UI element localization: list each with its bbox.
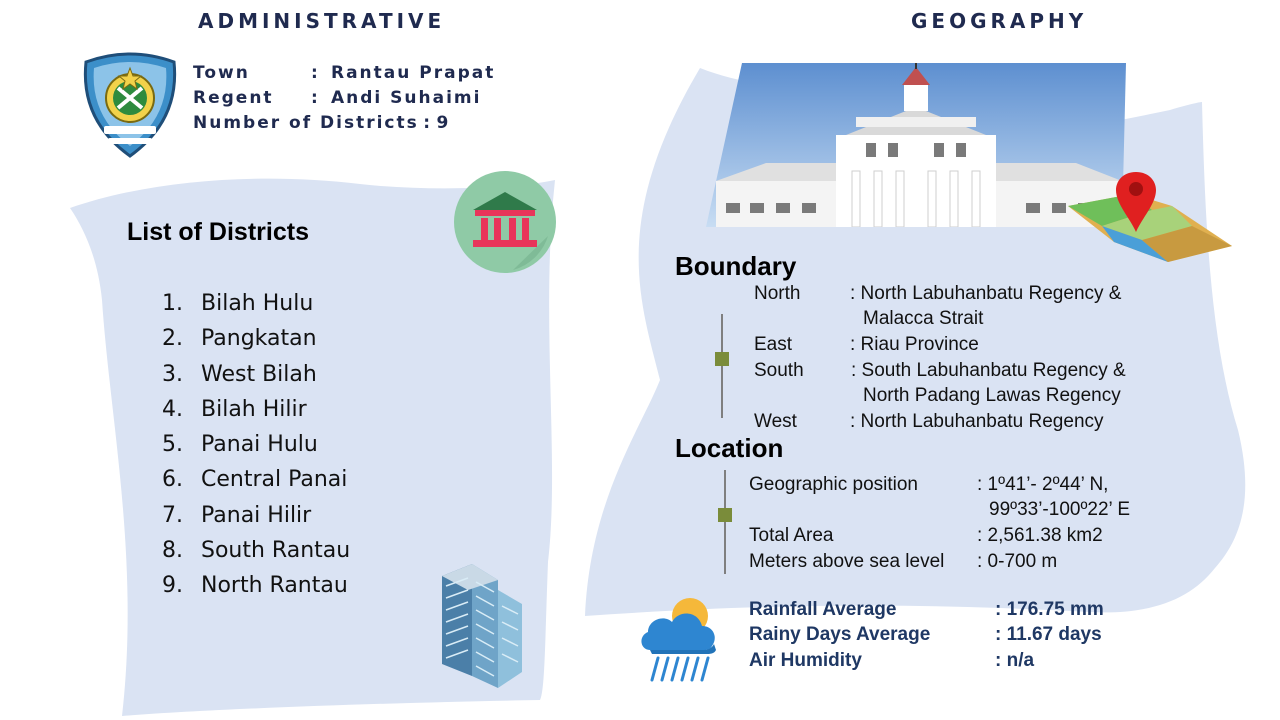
info-label: Town — [193, 63, 250, 83]
location-label: Geographic position — [749, 474, 918, 495]
boundary-value: : Riau Province — [850, 334, 979, 355]
climate-value: : n/a — [995, 650, 1035, 671]
list-item-name: Bilah Hulu — [201, 291, 314, 316]
list-item — [135, 357, 350, 392]
list-item — [135, 462, 350, 497]
districts-title: List of Districts — [127, 218, 309, 246]
boundary-direction: North — [754, 283, 801, 304]
info-label: Number of Districts — [193, 113, 419, 133]
list-item-name: South Rantau — [201, 538, 351, 564]
list-item-number: 6. — [162, 467, 183, 493]
climate-value: : 11.67 days — [995, 624, 1102, 645]
boundary-value: : North Labuhanbatu Regency — [850, 411, 1104, 432]
government-building-icon — [453, 170, 557, 274]
location-value-continued: 99º33’-100º22’ E — [989, 499, 1130, 520]
list-item-number: 7. — [162, 502, 183, 528]
info-label: Regent — [193, 88, 274, 108]
climate-label: Air Humidity — [749, 650, 862, 671]
rain-cloud-icon — [636, 594, 724, 686]
boundary-value: : South Labuhanbatu Regency & — [851, 360, 1126, 381]
list-item-name: Bilah Hilir — [201, 396, 307, 422]
list-item-name: Panai Hulu — [201, 432, 318, 458]
location-title: Location — [675, 433, 784, 463]
info-separator: : — [311, 88, 320, 108]
location-value: : 0-700 m — [977, 551, 1058, 572]
location-label: Meters above sea level — [749, 551, 945, 572]
list-item-name: North Rantau — [201, 573, 348, 599]
climate-label: Rainy Days Average — [749, 624, 931, 645]
location-label: Total Area — [749, 525, 834, 546]
list-item-name: West Bilah — [201, 361, 317, 387]
administrative-heading: ADMINISTRATIVE — [198, 9, 446, 33]
info-block — [193, 63, 496, 138]
info-row-town — [193, 63, 496, 88]
geography-heading: GEOGRAPHY — [911, 9, 1088, 33]
location-value: : 2,561.38 km2 — [977, 525, 1103, 546]
info-row-regent — [193, 88, 482, 113]
list-item-name: Panai Hilir — [201, 502, 312, 528]
boundary-title: Boundary — [675, 251, 797, 281]
location-timeline-marker — [718, 508, 732, 522]
info-value: 9 — [436, 113, 451, 133]
info-row-districts — [193, 113, 450, 138]
map-pin-icon — [1062, 166, 1234, 264]
list-item — [135, 498, 350, 533]
list-item-number: 9. — [162, 573, 183, 599]
list-item-name: Pangkatan — [201, 326, 317, 352]
climate-label: Rainfall Average — [749, 599, 897, 620]
boundary-direction: West — [754, 411, 797, 432]
location-value: : 1º41’- 2º44’ N, — [977, 474, 1109, 495]
list-item-number: 5. — [162, 432, 183, 458]
boundary-value-continued: Malacca Strait — [863, 308, 984, 329]
info-separator: : — [423, 113, 433, 133]
list-item-number: 3. — [162, 361, 183, 387]
location-timeline-line — [724, 470, 726, 574]
info-value: Rantau Prapat — [331, 63, 496, 83]
list-item-number: 1. — [162, 291, 183, 316]
list-item — [135, 321, 350, 356]
skyscraper-icon — [438, 560, 524, 690]
regency-emblem-icon — [78, 50, 182, 160]
list-item — [135, 533, 350, 568]
list-item-number: 2. — [162, 326, 183, 352]
climate-value: : 176.75 mm — [995, 599, 1104, 620]
district-list — [135, 286, 350, 604]
list-item — [135, 286, 350, 321]
boundary-value-continued: North Padang Lawas Regency — [863, 385, 1121, 406]
info-separator: : — [311, 63, 320, 83]
info-value: Andi Suhaimi — [331, 88, 482, 108]
list-item — [135, 568, 350, 603]
boundary-timeline-marker — [715, 352, 729, 366]
boundary-timeline-line — [721, 314, 723, 418]
list-item-number: 4. — [162, 396, 183, 422]
list-item-name: Central Panai — [201, 467, 348, 493]
boundary-direction: East — [754, 334, 793, 355]
list-item — [135, 392, 350, 427]
list-item — [135, 427, 350, 462]
boundary-direction: South — [754, 360, 804, 381]
list-item-number: 8. — [162, 538, 183, 564]
boundary-value: : North Labuhanbatu Regency & — [850, 283, 1122, 304]
